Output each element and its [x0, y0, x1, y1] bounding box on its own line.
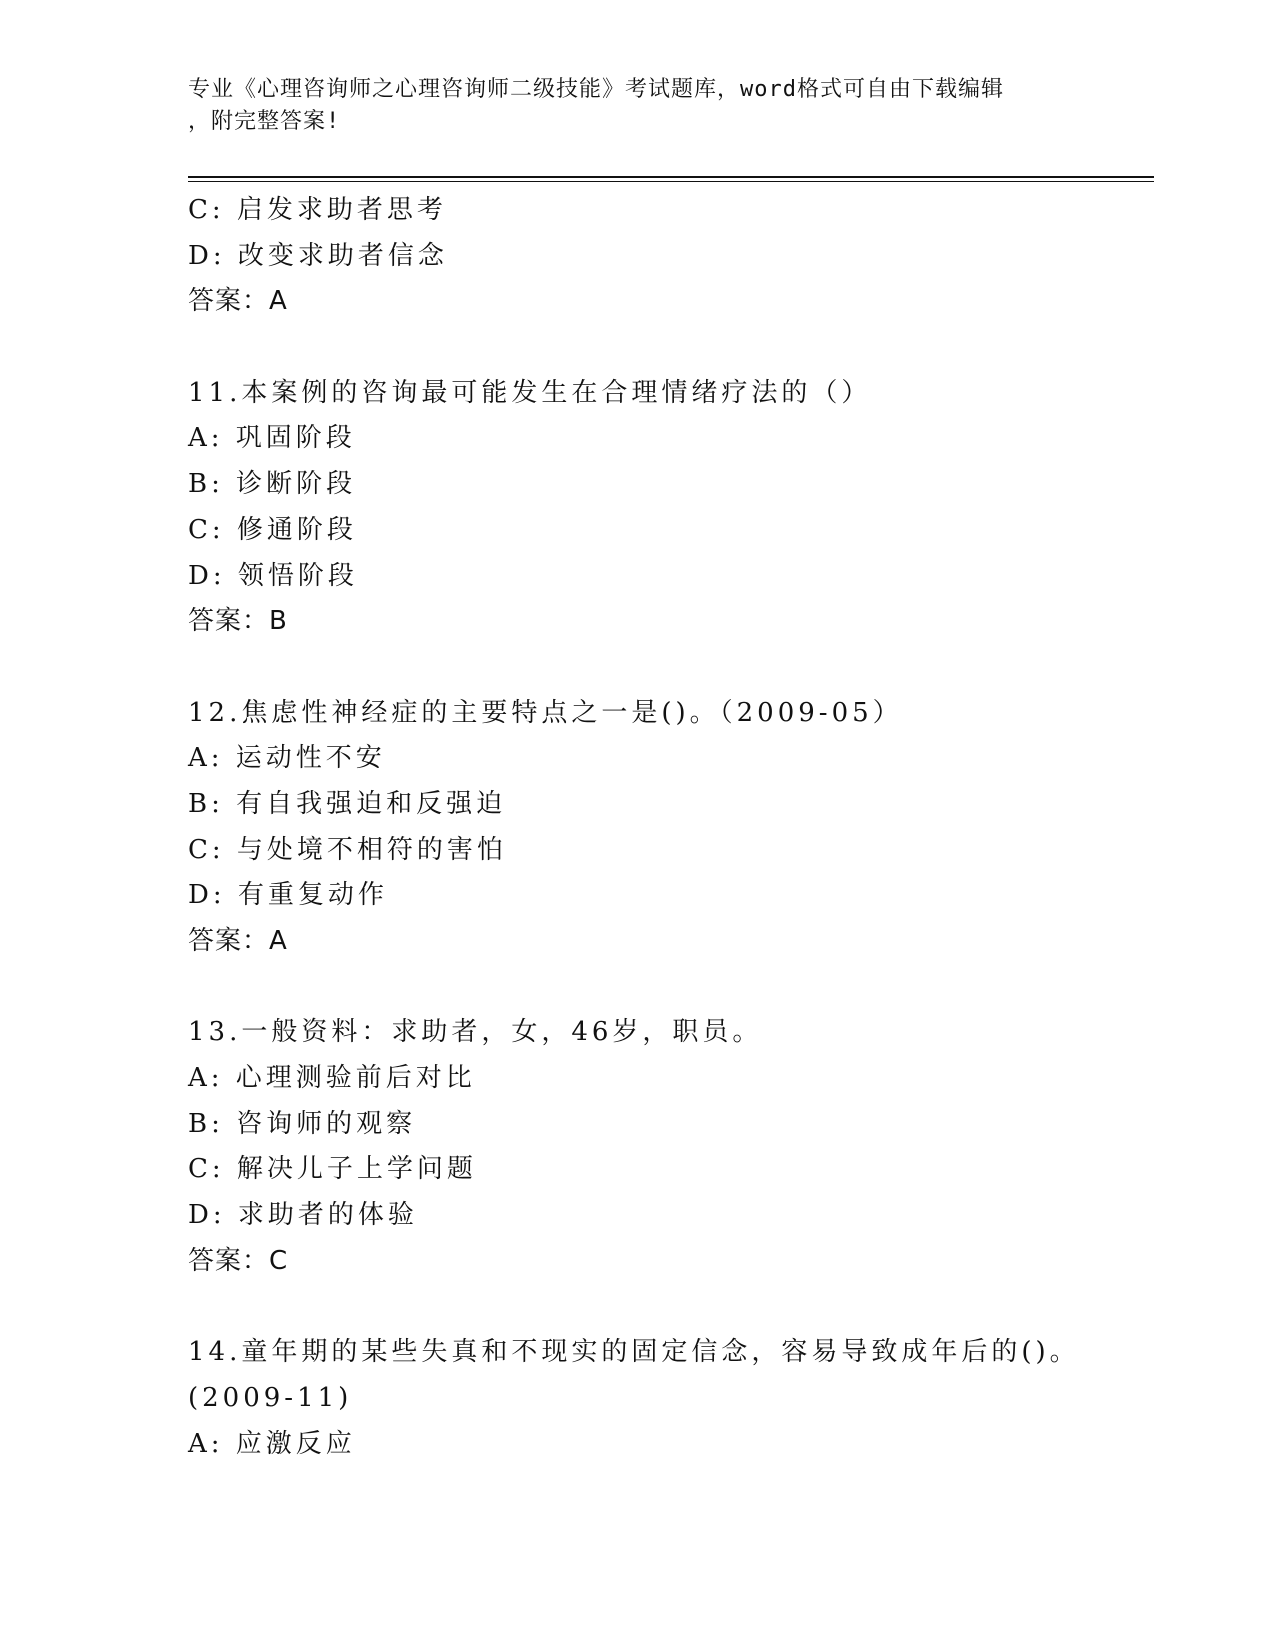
- question-stem: 11.本案例的咨询最可能发生在合理情绪疗法的（）: [188, 377, 872, 408]
- question-13: [188, 1010, 1154, 1284]
- answer-line: 答案：B: [188, 606, 288, 637]
- header-line-1: 专业《心理咨询师之心理咨询师二级技能》考试题库，word格式可自由下载编辑: [188, 77, 1004, 102]
- answer-line: 答案：A: [188, 286, 288, 317]
- question-stem: 14.童年期的某些失真和不现实的固定信念，容易导致成年后的()。: [188, 1337, 1080, 1368]
- spacer: [188, 325, 1154, 371]
- option-line: B: 诊断阶段: [188, 469, 357, 500]
- spacer: [188, 1285, 1154, 1331]
- option-line: D: 领悟阶段: [188, 560, 358, 591]
- option-line: A: 应激反应: [188, 1428, 356, 1459]
- option-line: A: 巩固阶段: [188, 423, 356, 454]
- question-stem: 12.焦虑性神经症的主要特点之一是()。（2009-05）: [188, 697, 903, 728]
- option-line: A: 心理测验前后对比: [188, 1063, 476, 1094]
- question-11: [188, 371, 1154, 645]
- answer-line: 答案：A: [188, 926, 288, 956]
- option-line: C: 修通阶段: [188, 514, 357, 545]
- partial-question: [188, 188, 1154, 325]
- option-line: C: 与处境不相符的害怕: [188, 834, 507, 865]
- spacer: [188, 645, 1154, 691]
- header-line-2: ，附完整答案!: [188, 109, 341, 134]
- option-line: C: 启发求助者思考: [188, 195, 447, 225]
- option-line: D: 求助者的体验: [188, 1200, 418, 1231]
- option-line: B: 咨询师的观察: [188, 1108, 417, 1139]
- question-14: [188, 1330, 1154, 1467]
- option-line: B: 有自我强迫和反强迫: [188, 788, 507, 819]
- document-header: [188, 74, 1088, 138]
- question-12: [188, 691, 1154, 965]
- answer-line: 答案：C: [188, 1245, 289, 1276]
- option-line: D: 改变求助者信念: [188, 240, 448, 271]
- option-line: D: 有重复动作: [188, 880, 388, 911]
- header-rule-thin: [188, 181, 1154, 182]
- header-rule-thick: [188, 176, 1154, 178]
- spacer: [188, 965, 1154, 1011]
- question-stem: 13.一般资料：求助者，女，46岁，职员。: [188, 1017, 763, 1048]
- document-body: [188, 188, 1154, 1467]
- question-stem-continued: (2009-11): [188, 1382, 353, 1413]
- option-line: C: 解决儿子上学问题: [188, 1154, 477, 1185]
- option-line: A: 运动性不安: [188, 743, 386, 774]
